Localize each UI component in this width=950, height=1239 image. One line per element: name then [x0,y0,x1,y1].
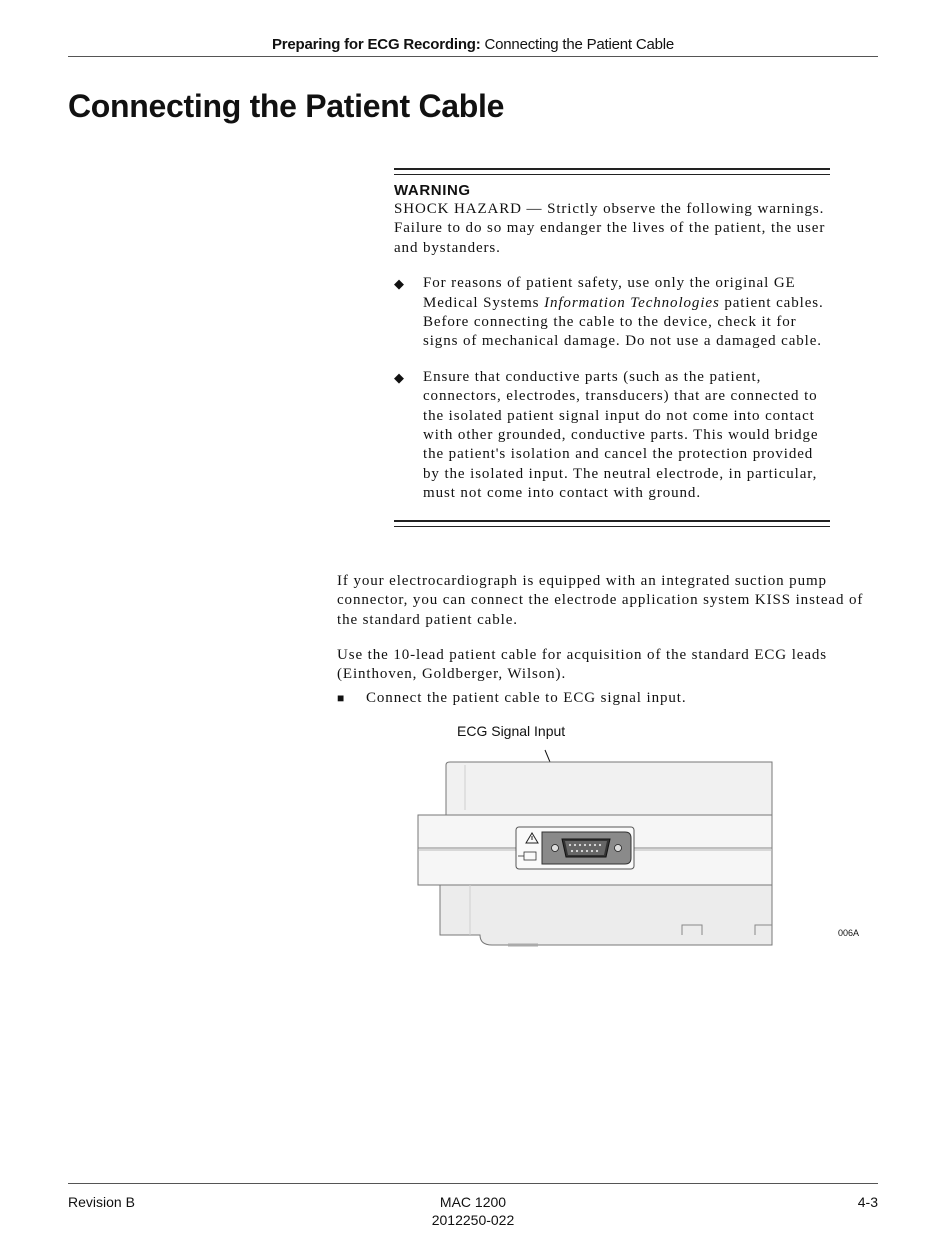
body-paragraph: Use the 10-lead patient cable for acquisition of the standard ECG leads (Einthoven, Goldberger, Wilson). [337,647,828,683]
footer-revision: Revision B [68,1194,135,1210]
running-header-section: Preparing for ECG Recording: [271,36,481,53]
figure-callout-label: ECG Signal Input [457,723,566,739]
footer-part-number: 2012250-022 [431,1212,515,1228]
warning-item-text: For reasons of patient safety, use only the original GE Medical Systems Information Technologies patient cables. Before connecting the cable to the device, check it for signs of mechanical damage. Do not use a damaged cable. [423,275,824,350]
body-paragraph: If your electrocardiograph is equipped with an integrated suction pump connector, you can connect the electrode application system KISS instead of the standard patient cable. [337,573,864,628]
warning-item [394,368,830,504]
warning-intro: SHOCK HAZARD — Strictly observe the following warnings. Failure to do so may endanger the lives of the patient, the user and bystanders. [394,201,826,256]
page-title: Connecting the Patient Cable [68,88,505,124]
header-rule [68,56,878,57]
running-header-topic: Connecting the Patient Cable [480,36,675,53]
square-bullet-icon: ■ [337,691,346,705]
warning-item-text: Ensure that conductive parts (such as the patient, connectors, electrodes, transducers) that are connected to the isolated patient signal input do not come into contact with other grounded, conductive parts. This would bridge the patient's isolation and cancel the protection provided by the isolated input. The neutral electrode, in particular, must not come into contact with ground. [423,368,819,502]
device-connector-illustration [410,740,790,955]
warning-item [394,274,830,352]
footer-rule [68,1183,878,1184]
footer-product: MAC 1200 [439,1194,507,1210]
warning-top-rule [394,168,830,175]
warning-box [394,168,830,527]
diamond-bullet-icon: ◆ [394,369,405,385]
footer-document-id [373,1193,573,1229]
step-text: Connect the patient cable to ECG signal input. [366,690,687,706]
instruction-step [337,689,687,708]
warning-bottom-rule [394,520,830,527]
page-number: 4-3 [857,1194,878,1210]
running-header [0,36,946,53]
warning-label: WARNING [394,182,471,199]
diamond-bullet-icon: ◆ [394,276,405,292]
emphasis-text: Information Technologies [544,294,720,311]
figure-code: 006A [838,928,860,938]
